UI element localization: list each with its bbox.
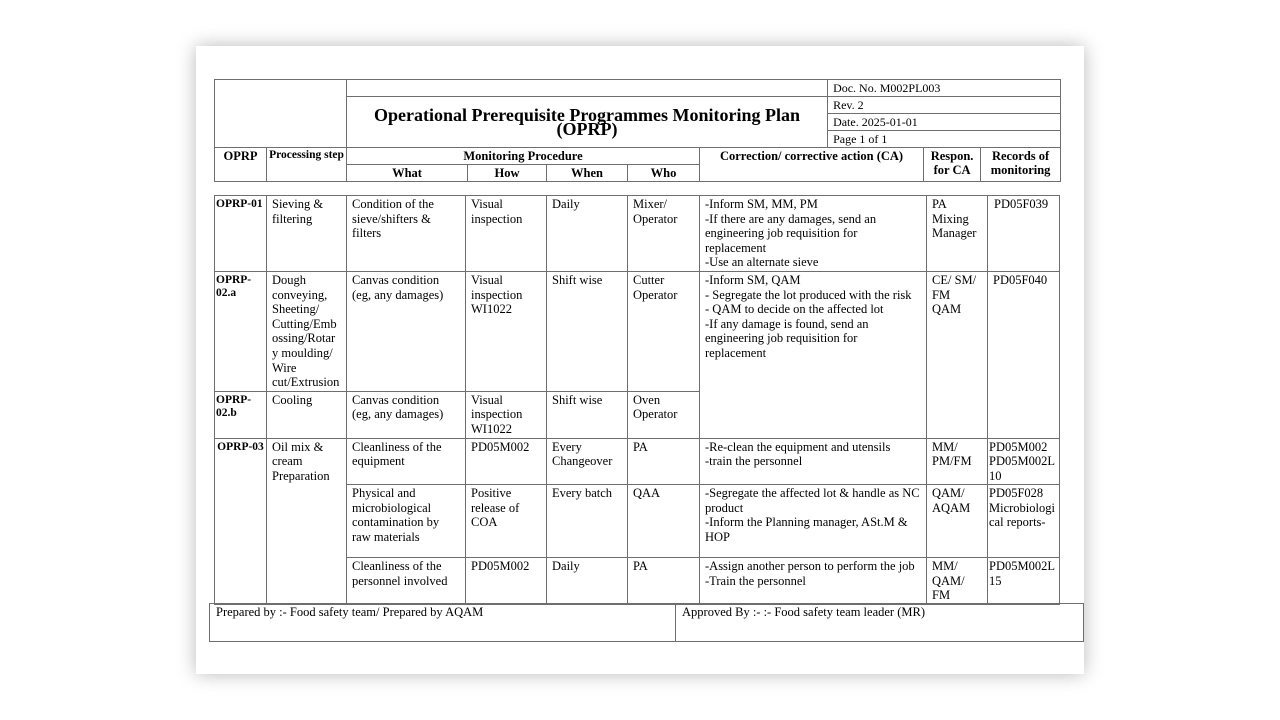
responsible-cell: MM/ QAM/ FM: [927, 558, 988, 605]
col-header-how: How: [468, 165, 547, 182]
oprp-table: [214, 195, 1060, 605]
table-row: [215, 438, 1060, 485]
how-cell: Visual inspection: [466, 196, 547, 272]
who-cell: PA: [628, 438, 700, 485]
ca-line: -Train the personnel: [705, 573, 806, 588]
processing-step: Oil mix & cream Preparation: [267, 438, 347, 605]
ca-line: -train the personnel: [705, 454, 803, 469]
col-header-processing-step: Processing step: [267, 148, 347, 182]
who-cell: QAA: [628, 485, 700, 558]
processing-step: Dough conveying, Sheeting/ Cutting/Emb ossing/Rotar y moulding/ Wire cut/Extrusion: [267, 271, 347, 391]
title-top-cell: [347, 80, 828, 97]
what-cell: Condition of the sieve/shifters & filters: [347, 196, 466, 272]
doc-date: Date. 2025-01-01: [828, 114, 1061, 131]
document-page: [196, 46, 1084, 674]
ca-line: -Use an alternate sieve: [705, 255, 819, 270]
ca-line: - QAM to decide on the affected lot: [705, 302, 884, 317]
col-header-what: What: [347, 165, 468, 182]
records-cell: PD05F028 Microbiological reports-: [988, 485, 1060, 558]
ca-line: -Inform the Planning manager, ASt.M & HOP: [705, 515, 908, 545]
records-cell: PD05F040: [988, 271, 1060, 438]
what-cell: Cleanliness of the equipment: [347, 438, 466, 485]
who-cell: Cutter Operator: [628, 271, 700, 391]
ca-line: -If any damage is found, send an engineering job requisition for replacement: [705, 316, 869, 360]
page-number: Page 1 of 1: [828, 131, 1061, 148]
how-cell: Visual inspection WI1022: [466, 271, 547, 391]
what-cell: Canvas condition (eg, any damages): [347, 271, 466, 391]
corrective-action-cell: [700, 558, 927, 605]
ca-line: -Assign another person to perform the job: [705, 559, 915, 574]
how-cell: PD05M002: [466, 438, 547, 485]
processing-step: Cooling: [267, 391, 347, 438]
approved-by: Approved By :- :- Food safety team leader (MR): [676, 604, 1084, 642]
corrective-action-cell: [700, 196, 927, 272]
header-table: [214, 79, 1061, 182]
col-header-records: Records of monitoring: [981, 148, 1061, 182]
oprp-code: OPRP-01: [215, 196, 267, 272]
ca-line: -If there are any damages, send an engineering job requisition for replacement: [705, 211, 877, 255]
when-cell: Shift wise: [547, 391, 628, 438]
logo-cell: [215, 80, 347, 148]
who-cell: Mixer/ Operator: [628, 196, 700, 272]
how-cell: Positive release of COA: [466, 485, 547, 558]
when-cell: Shift wise: [547, 271, 628, 391]
col-header-when: When: [547, 165, 628, 182]
when-cell: Daily: [547, 196, 628, 272]
processing-step: Sieving & filtering: [267, 196, 347, 272]
ca-line: -Inform SM, MM, PM: [705, 197, 818, 211]
oprp-code: OPRP-02.b: [215, 391, 267, 438]
corrective-action-cell: [700, 271, 927, 438]
responsible-cell: PA Mixing Manager: [927, 196, 988, 272]
ca-line: -Re-clean the equipment and utensils: [705, 439, 891, 454]
when-cell: Daily: [547, 558, 628, 605]
col-header-who: Who: [628, 165, 700, 182]
signoff-table: [209, 603, 1084, 642]
when-cell: Every batch: [547, 485, 628, 558]
table-row: [215, 196, 1060, 272]
col-header-monitoring-procedure: Monitoring Procedure: [347, 148, 700, 165]
col-header-correction: Correction/ corrective action (CA): [700, 148, 924, 182]
ca-line: -Segregate the affected lot & handle as NC product: [705, 486, 920, 515]
corrective-action-cell: [700, 485, 927, 558]
doc-number: Doc. No. M002PL003: [828, 80, 1061, 97]
how-cell: PD05M002: [466, 558, 547, 605]
col-header-respon: Respon. for CA: [924, 148, 981, 182]
responsible-cell: MM/ PM/FM: [927, 438, 988, 485]
when-cell: Every Changeover: [547, 438, 628, 485]
records-cell: PD05F039: [988, 196, 1060, 272]
what-cell: Cleanliness of the personnel involved: [347, 558, 466, 605]
what-cell: Physical and microbiological contamination by raw materials: [347, 485, 466, 558]
what-cell: Canvas condition (eg, any damages): [347, 391, 466, 438]
col-header-oprp: OPRP: [215, 148, 267, 182]
revision: Rev. 2: [828, 97, 1061, 114]
oprp-code: OPRP-02.a: [215, 271, 267, 391]
prepared-by: Prepared by :- Food safety team/ Prepared by AQAM: [210, 604, 676, 642]
ca-line: -Inform SM, QAM: [705, 272, 801, 287]
oprp-code: OPRP-03: [215, 438, 267, 605]
who-cell: Oven Operator: [628, 391, 700, 438]
responsible-cell: QAM/ AQAM: [927, 485, 988, 558]
records-cell: PD05M002 PD05M002L10: [988, 438, 1060, 485]
responsible-cell: CE/ SM/ FM QAM: [927, 271, 988, 438]
corrective-action-cell: [700, 438, 927, 485]
ca-line: - Segregate the lot produced with the risk: [705, 287, 912, 302]
how-cell: Visual inspection WI1022: [466, 391, 547, 438]
table-row: [215, 271, 1060, 391]
who-cell: PA: [628, 558, 700, 605]
page-title: Operational Prerequisite Programmes Monitoring Plan (OPRP): [347, 97, 828, 148]
records-cell: PD05M002L15: [988, 558, 1060, 605]
